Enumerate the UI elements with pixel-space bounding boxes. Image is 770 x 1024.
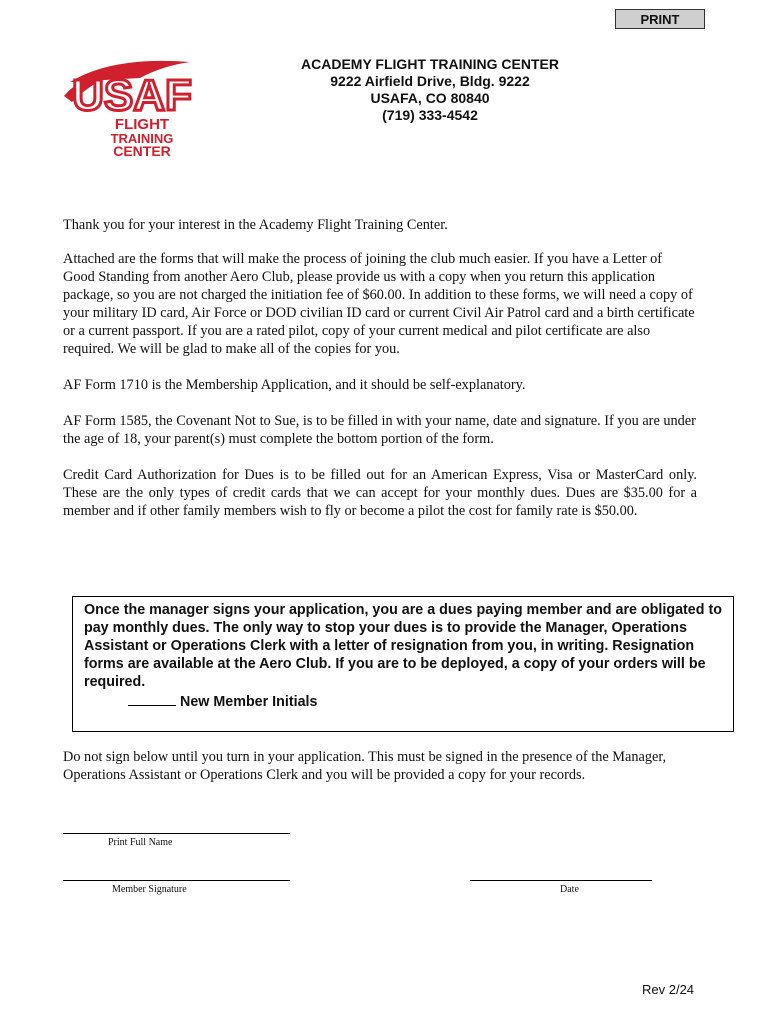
print-button[interactable]: PRINT xyxy=(615,9,705,29)
logo-training-text: TRAINING xyxy=(110,131,174,146)
print-name-label: Print Full Name xyxy=(108,837,173,848)
date-line[interactable] xyxy=(470,880,652,881)
initials-blank[interactable] xyxy=(128,693,176,706)
logo-usaf-text: USAF xyxy=(72,71,192,120)
intro-paragraph: Thank you for your interest in the Academy Flight Training Center. xyxy=(63,217,448,233)
member-signature-line[interactable] xyxy=(63,880,290,881)
logo-center-text: CENTER xyxy=(113,143,171,159)
org-address: 9222 Airfield Drive, Bldg. 9222 xyxy=(330,73,530,89)
forms-paragraph: Attached are the forms that will make the process of joining the club much easier. If you have a Letter of Good Standing from another Aero Club, please provide us with a copy when you return this application package, so you are not charged the initiation fee of $60.00. In addition to these forms, we will need a copy of your military ID card, Air Force or DOD civilian ID card or current Civil Air Patrol card and a birth certificate or a current passport. If you are a rated pilot, copy of your current medical and pilot certificate are also required. We will be glad to make all of the copies for you. xyxy=(63,251,695,357)
usaf-flight-training-center-logo xyxy=(62,52,202,160)
dues-notice-text: Once the manager signs your application, you are a dues paying member and are obligated to pay monthly dues. The only way to stop your dues is to provide the Manager, Operations Assistant or Operations Clerk with a letter of resignation from you, in writing. Resignation forms are available at the Aero Club. If you are to be deployed, a copy of your orders will be required. xyxy=(84,602,722,690)
form-1710-paragraph: AF Form 1710 is the Membership Application, and it should be self-explanatory. xyxy=(63,377,526,393)
revision-label: Rev 2/24 xyxy=(642,982,695,997)
print-name-line[interactable] xyxy=(63,833,290,834)
org-phone: (719) 333-4542 xyxy=(382,107,478,123)
dues-notice-box xyxy=(72,596,734,732)
logo-flight-text: FLIGHT xyxy=(114,116,170,133)
member-signature-label: Member Signature xyxy=(112,884,187,895)
letterhead xyxy=(250,56,610,124)
org-name: ACADEMY FLIGHT TRAINING CENTER xyxy=(301,56,559,72)
org-city: USAFA, CO 80840 xyxy=(370,90,490,106)
initials-row xyxy=(84,693,723,711)
credit-card-paragraph: Credit Card Authorization for Dues is to be filled out for an American Express, Visa or MasterCard only. These are the only types of credit cards that we can accept for your monthly dues. Dues are $35.00 for a member and if other family members wish to fly or become a pilot the cost for family rate is $50.00. xyxy=(63,467,697,519)
signing-instructions: Do not sign below until you turn in your application. This must be signed in the presence of the Manager, Operations Assistant or Operations Clerk and you will be provided a copy for your records. xyxy=(63,749,667,783)
date-label: Date xyxy=(560,884,579,895)
form-1585-paragraph: AF Form 1585, the Covenant Not to Sue, is to be filled in with your name, date and signature. If you are under the age of 18, your parent(s) must complete the bottom portion of the form. xyxy=(63,413,696,447)
initials-label: New Member Initials xyxy=(180,694,318,710)
